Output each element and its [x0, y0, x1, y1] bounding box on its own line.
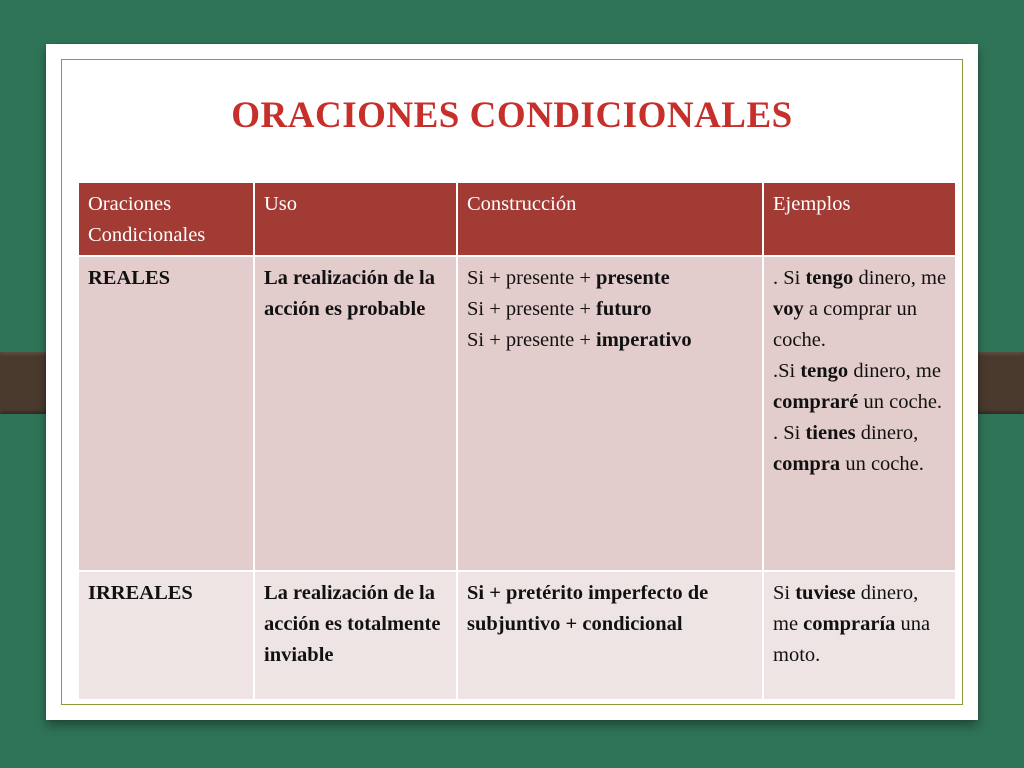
ejemplo-text: . Si [773, 422, 806, 444]
construccion-bold: imperativo [596, 329, 692, 351]
cell-construccion-irreales: Si + pretérito imperfecto de subjuntivo + condicional [457, 571, 763, 700]
ejemplo [773, 418, 947, 480]
table-header-row [78, 182, 956, 256]
header-construccion: Construcción [457, 182, 763, 256]
ejemplo-text: un coche. [840, 453, 924, 475]
ejemplo-text: dinero, me [853, 267, 947, 289]
construccion-line [467, 325, 754, 356]
construccion-plain: Si + presente + [467, 329, 597, 351]
construccion-line [467, 294, 754, 325]
ejemplo-bold: tuviese [795, 582, 856, 604]
cell-construccion-reales [457, 256, 763, 571]
ejemplo-bold: tengo [805, 267, 854, 289]
conditionals-table [77, 181, 957, 701]
cell-ejemplos-irreales [763, 571, 956, 700]
ejemplo-text: . Si [773, 267, 806, 289]
ejemplo-text: .Si [773, 360, 801, 382]
ejemplo-bold: compraré [773, 391, 859, 413]
ejemplo-bold: voy [773, 298, 804, 320]
ejemplo-text: dinero, me [773, 582, 919, 635]
cell-uso-irreales: La realización de la acción es totalmente inviable [254, 571, 457, 700]
ejemplo [773, 356, 947, 418]
ejemplo-text: una moto. [773, 613, 931, 666]
ejemplo-text: dinero, [855, 422, 919, 444]
cell-ejemplos-reales [763, 256, 956, 571]
cell-tipo-irreales: IRREALES [78, 571, 254, 700]
ejemplo [773, 263, 947, 356]
cell-uso-reales: La realización de la acción es probable [254, 256, 457, 571]
construccion-line [467, 263, 754, 294]
ejemplo-bold: tienes [805, 422, 856, 444]
ejemplo-text: un coche. [858, 391, 943, 413]
header-uso: Uso [254, 182, 457, 256]
ejemplo-text: a comprar un coche. [773, 298, 918, 351]
ejemplo-bold: tengo [800, 360, 849, 382]
construccion-bold: futuro [596, 298, 652, 320]
ejemplo-bold: compraría [803, 613, 896, 635]
ejemplo-bold: compra [773, 453, 841, 475]
table-row-irreales [78, 571, 956, 700]
construccion-plain: Si + presente + [467, 298, 597, 320]
ejemplo [773, 578, 947, 671]
cell-tipo-reales: REALES [78, 256, 254, 571]
construccion-bold: presente [596, 267, 670, 289]
header-oraciones: Oraciones Condicionales [78, 182, 254, 256]
construccion-plain: Si + presente + [467, 267, 597, 289]
header-ejemplos: Ejemplos [763, 182, 956, 256]
ejemplo-text: dinero, me [848, 360, 941, 382]
slide-title: ORACIONES CONDICIONALES [231, 95, 793, 136]
ejemplo-text: Si [773, 582, 796, 604]
slide-paper [46, 44, 978, 720]
table-row-reales [78, 256, 956, 571]
